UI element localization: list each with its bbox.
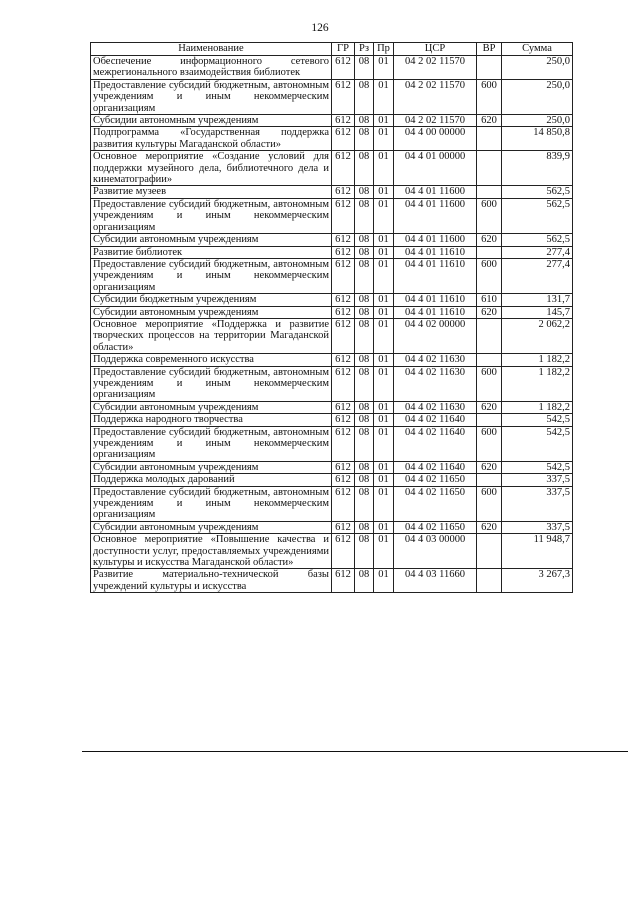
cell-sum: 542,5	[502, 426, 573, 461]
cell-sum: 1 182,2	[502, 354, 573, 366]
cell-name: Субсидии бюджетным учреждениям	[91, 294, 332, 306]
cell-gr: 612	[332, 534, 355, 569]
cell-vr	[477, 414, 502, 426]
cell-gr: 612	[332, 486, 355, 521]
table-row	[91, 426, 573, 461]
cell-csr: 04 4 02 11640	[394, 414, 477, 426]
cell-pr: 01	[374, 258, 394, 293]
cell-vr: 620	[477, 234, 502, 246]
cell-gr: 612	[332, 294, 355, 306]
cell-name: Субсидии автономным учреждениям	[91, 521, 332, 533]
cell-gr: 612	[332, 401, 355, 413]
cell-vr	[477, 534, 502, 569]
cell-gr: 612	[332, 115, 355, 127]
table-row	[91, 569, 573, 593]
table-row	[91, 198, 573, 233]
table-row	[91, 401, 573, 413]
cell-rz: 08	[355, 474, 374, 486]
table-row	[91, 56, 573, 80]
cell-vr: 600	[477, 79, 502, 114]
table-row	[91, 474, 573, 486]
cell-vr: 610	[477, 294, 502, 306]
cell-gr: 612	[332, 474, 355, 486]
cell-rz: 08	[355, 426, 374, 461]
cell-vr	[477, 318, 502, 353]
cell-rz: 08	[355, 521, 374, 533]
header-name: Наименование	[91, 43, 332, 56]
cell-csr: 04 4 01 00000	[394, 151, 477, 186]
table-body	[91, 56, 573, 593]
cell-sum: 562,5	[502, 186, 573, 198]
cell-rz: 08	[355, 306, 374, 318]
cell-name: Развитие музеев	[91, 186, 332, 198]
cell-sum: 11 948,7	[502, 534, 573, 569]
cell-csr: 04 4 02 11640	[394, 461, 477, 473]
cell-sum: 2 062,2	[502, 318, 573, 353]
table-row	[91, 414, 573, 426]
cell-pr: 01	[374, 246, 394, 258]
cell-vr: 600	[477, 366, 502, 401]
cell-rz: 08	[355, 366, 374, 401]
cell-name: Развитие библиотек	[91, 246, 332, 258]
cell-gr: 612	[332, 414, 355, 426]
cell-vr	[477, 354, 502, 366]
table-row	[91, 127, 573, 151]
table-row	[91, 306, 573, 318]
table-row	[91, 234, 573, 246]
cell-sum: 250,0	[502, 115, 573, 127]
cell-vr	[477, 56, 502, 80]
cell-name: Субсидии автономным учреждениям	[91, 401, 332, 413]
cell-pr: 01	[374, 474, 394, 486]
table-row	[91, 461, 573, 473]
cell-gr: 612	[332, 318, 355, 353]
cell-rz: 08	[355, 115, 374, 127]
cell-vr: 600	[477, 426, 502, 461]
table-header-row	[91, 43, 573, 56]
cell-name: Субсидии автономным учреждениям	[91, 306, 332, 318]
cell-rz: 08	[355, 186, 374, 198]
cell-csr: 04 4 02 11650	[394, 474, 477, 486]
cell-gr: 612	[332, 186, 355, 198]
cell-sum: 131,7	[502, 294, 573, 306]
cell-sum: 337,5	[502, 521, 573, 533]
table-row	[91, 246, 573, 258]
cell-pr: 01	[374, 151, 394, 186]
cell-pr: 01	[374, 79, 394, 114]
cell-pr: 01	[374, 401, 394, 413]
table-row	[91, 366, 573, 401]
cell-pr: 01	[374, 569, 394, 593]
cell-pr: 01	[374, 56, 394, 80]
cell-csr: 04 4 02 11650	[394, 521, 477, 533]
cell-rz: 08	[355, 246, 374, 258]
cell-sum: 277,4	[502, 246, 573, 258]
cell-name: Развитие материально-технической базы учреждений культуры и искусства	[91, 569, 332, 593]
cell-vr	[477, 569, 502, 593]
cell-pr: 01	[374, 306, 394, 318]
cell-rz: 08	[355, 234, 374, 246]
cell-gr: 612	[332, 127, 355, 151]
cell-csr: 04 4 01 11600	[394, 234, 477, 246]
cell-rz: 08	[355, 401, 374, 413]
header-vr: ВР	[477, 43, 502, 56]
cell-sum: 250,0	[502, 56, 573, 80]
table-row	[91, 186, 573, 198]
cell-rz: 08	[355, 569, 374, 593]
cell-gr: 612	[332, 306, 355, 318]
cell-vr: 620	[477, 461, 502, 473]
cell-rz: 08	[355, 198, 374, 233]
cell-name: Субсидии автономным учреждениям	[91, 234, 332, 246]
header-sum: Сумма	[502, 43, 573, 56]
cell-csr: 04 4 01 11610	[394, 246, 477, 258]
cell-gr: 612	[332, 569, 355, 593]
cell-csr: 04 4 02 00000	[394, 318, 477, 353]
cell-name: Предоставление субсидий бюджетным, автономным учреждениям и иным некоммерческим организациям	[91, 426, 332, 461]
cell-pr: 01	[374, 294, 394, 306]
cell-pr: 01	[374, 461, 394, 473]
cell-csr: 04 4 02 11650	[394, 486, 477, 521]
header-rz: Рз	[355, 43, 374, 56]
cell-pr: 01	[374, 414, 394, 426]
cell-pr: 01	[374, 318, 394, 353]
cell-csr: 04 4 03 00000	[394, 534, 477, 569]
cell-rz: 08	[355, 318, 374, 353]
cell-sum: 277,4	[502, 258, 573, 293]
cell-gr: 612	[332, 426, 355, 461]
cell-sum: 839,9	[502, 151, 573, 186]
cell-pr: 01	[374, 234, 394, 246]
cell-gr: 612	[332, 56, 355, 80]
cell-vr: 620	[477, 306, 502, 318]
cell-vr	[477, 151, 502, 186]
cell-sum: 337,5	[502, 474, 573, 486]
cell-csr: 04 4 01 11600	[394, 198, 477, 233]
cell-pr: 01	[374, 426, 394, 461]
cell-pr: 01	[374, 127, 394, 151]
cell-gr: 612	[332, 366, 355, 401]
cell-pr: 01	[374, 534, 394, 569]
cell-csr: 04 4 00 00000	[394, 127, 477, 151]
cell-vr: 600	[477, 486, 502, 521]
cell-csr: 04 4 02 11630	[394, 401, 477, 413]
cell-csr: 04 2 02 11570	[394, 115, 477, 127]
cell-csr: 04 4 02 11630	[394, 366, 477, 401]
cell-vr	[477, 186, 502, 198]
page-number: 126	[311, 22, 329, 34]
cell-csr: 04 4 03 11660	[394, 569, 477, 593]
cell-name: Обеспечение информационного сетевого межрегионального взаимодействия библиотек	[91, 56, 332, 80]
cell-sum: 562,5	[502, 198, 573, 233]
cell-name: Поддержка народного творчества	[91, 414, 332, 426]
table-row	[91, 534, 573, 569]
cell-name: Основное мероприятие «Создание условий для поддержки музейного дела, библиотечного дела и кинематографии»	[91, 151, 332, 186]
cell-sum: 337,5	[502, 486, 573, 521]
cell-sum: 14 850,8	[502, 127, 573, 151]
cell-vr	[477, 474, 502, 486]
cell-pr: 01	[374, 115, 394, 127]
cell-gr: 612	[332, 151, 355, 186]
cell-csr: 04 4 01 11610	[394, 306, 477, 318]
cell-sum: 1 182,2	[502, 366, 573, 401]
cell-gr: 612	[332, 234, 355, 246]
cell-sum: 542,5	[502, 461, 573, 473]
table-row	[91, 486, 573, 521]
cell-pr: 01	[374, 354, 394, 366]
cell-vr: 620	[477, 521, 502, 533]
cell-csr: 04 4 01 11610	[394, 294, 477, 306]
cell-csr: 04 4 01 11600	[394, 186, 477, 198]
cell-vr: 620	[477, 115, 502, 127]
table-row	[91, 521, 573, 533]
cell-sum: 250,0	[502, 79, 573, 114]
cell-pr: 01	[374, 186, 394, 198]
cell-name: Основное мероприятие «Поддержка и развитие творческих процессов на территории Магаданской области»	[91, 318, 332, 353]
cell-rz: 08	[355, 534, 374, 569]
cell-rz: 08	[355, 414, 374, 426]
cell-vr: 600	[477, 198, 502, 233]
cell-pr: 01	[374, 198, 394, 233]
header-gr: ГР	[332, 43, 355, 56]
cell-gr: 612	[332, 461, 355, 473]
budget-table	[90, 42, 573, 593]
cell-rz: 08	[355, 486, 374, 521]
cell-rz: 08	[355, 151, 374, 186]
cell-rz: 08	[355, 461, 374, 473]
cell-vr: 620	[477, 401, 502, 413]
cell-name: Предоставление субсидий бюджетным, автономным учреждениям и иным некоммерческим организациям	[91, 79, 332, 114]
cell-pr: 01	[374, 486, 394, 521]
cell-rz: 08	[355, 354, 374, 366]
cell-rz: 08	[355, 127, 374, 151]
header-pr: Пр	[374, 43, 394, 56]
cell-gr: 612	[332, 521, 355, 533]
cell-sum: 542,5	[502, 414, 573, 426]
cell-sum: 3 267,3	[502, 569, 573, 593]
cell-gr: 612	[332, 246, 355, 258]
cell-name: Предоставление субсидий бюджетным, автономным учреждениям и иным некоммерческим организациям	[91, 486, 332, 521]
cell-gr: 612	[332, 354, 355, 366]
table-row	[91, 318, 573, 353]
cell-gr: 612	[332, 258, 355, 293]
footer-divider	[82, 751, 628, 752]
table-row	[91, 294, 573, 306]
table-row	[91, 354, 573, 366]
table-row	[91, 115, 573, 127]
cell-csr: 04 2 02 11570	[394, 79, 477, 114]
cell-name: Предоставление субсидий бюджетным, автономным учреждениям и иным некоммерческим организациям	[91, 198, 332, 233]
cell-rz: 08	[355, 258, 374, 293]
cell-name: Основное мероприятие «Повышение качества и доступности услуг, предоставляемых учреждениями культуры и искусства Магаданской области»	[91, 534, 332, 569]
cell-csr: 04 4 02 11640	[394, 426, 477, 461]
cell-name: Предоставление субсидий бюджетным, автономным учреждениям и иным некоммерческим организациям	[91, 366, 332, 401]
header-csr: ЦСР	[394, 43, 477, 56]
cell-vr: 600	[477, 258, 502, 293]
cell-rz: 08	[355, 294, 374, 306]
cell-vr	[477, 127, 502, 151]
cell-name: Подпрограмма «Государственная поддержка развития культуры Магаданской области»	[91, 127, 332, 151]
table-row	[91, 151, 573, 186]
cell-rz: 08	[355, 56, 374, 80]
cell-sum: 562,5	[502, 234, 573, 246]
cell-csr: 04 4 01 11610	[394, 258, 477, 293]
cell-name: Субсидии автономным учреждениям	[91, 461, 332, 473]
table-row	[91, 258, 573, 293]
cell-name: Поддержка современного искусства	[91, 354, 332, 366]
cell-gr: 612	[332, 79, 355, 114]
cell-rz: 08	[355, 79, 374, 114]
cell-sum: 145,7	[502, 306, 573, 318]
cell-name: Субсидии автономным учреждениям	[91, 115, 332, 127]
cell-name: Поддержка молодых дарований	[91, 474, 332, 486]
cell-pr: 01	[374, 366, 394, 401]
table-row	[91, 79, 573, 114]
cell-csr: 04 2 02 11570	[394, 56, 477, 80]
cell-pr: 01	[374, 521, 394, 533]
cell-csr: 04 4 02 11630	[394, 354, 477, 366]
cell-vr	[477, 246, 502, 258]
cell-name: Предоставление субсидий бюджетным, автономным учреждениям и иным некоммерческим организациям	[91, 258, 332, 293]
cell-sum: 1 182,2	[502, 401, 573, 413]
cell-gr: 612	[332, 198, 355, 233]
